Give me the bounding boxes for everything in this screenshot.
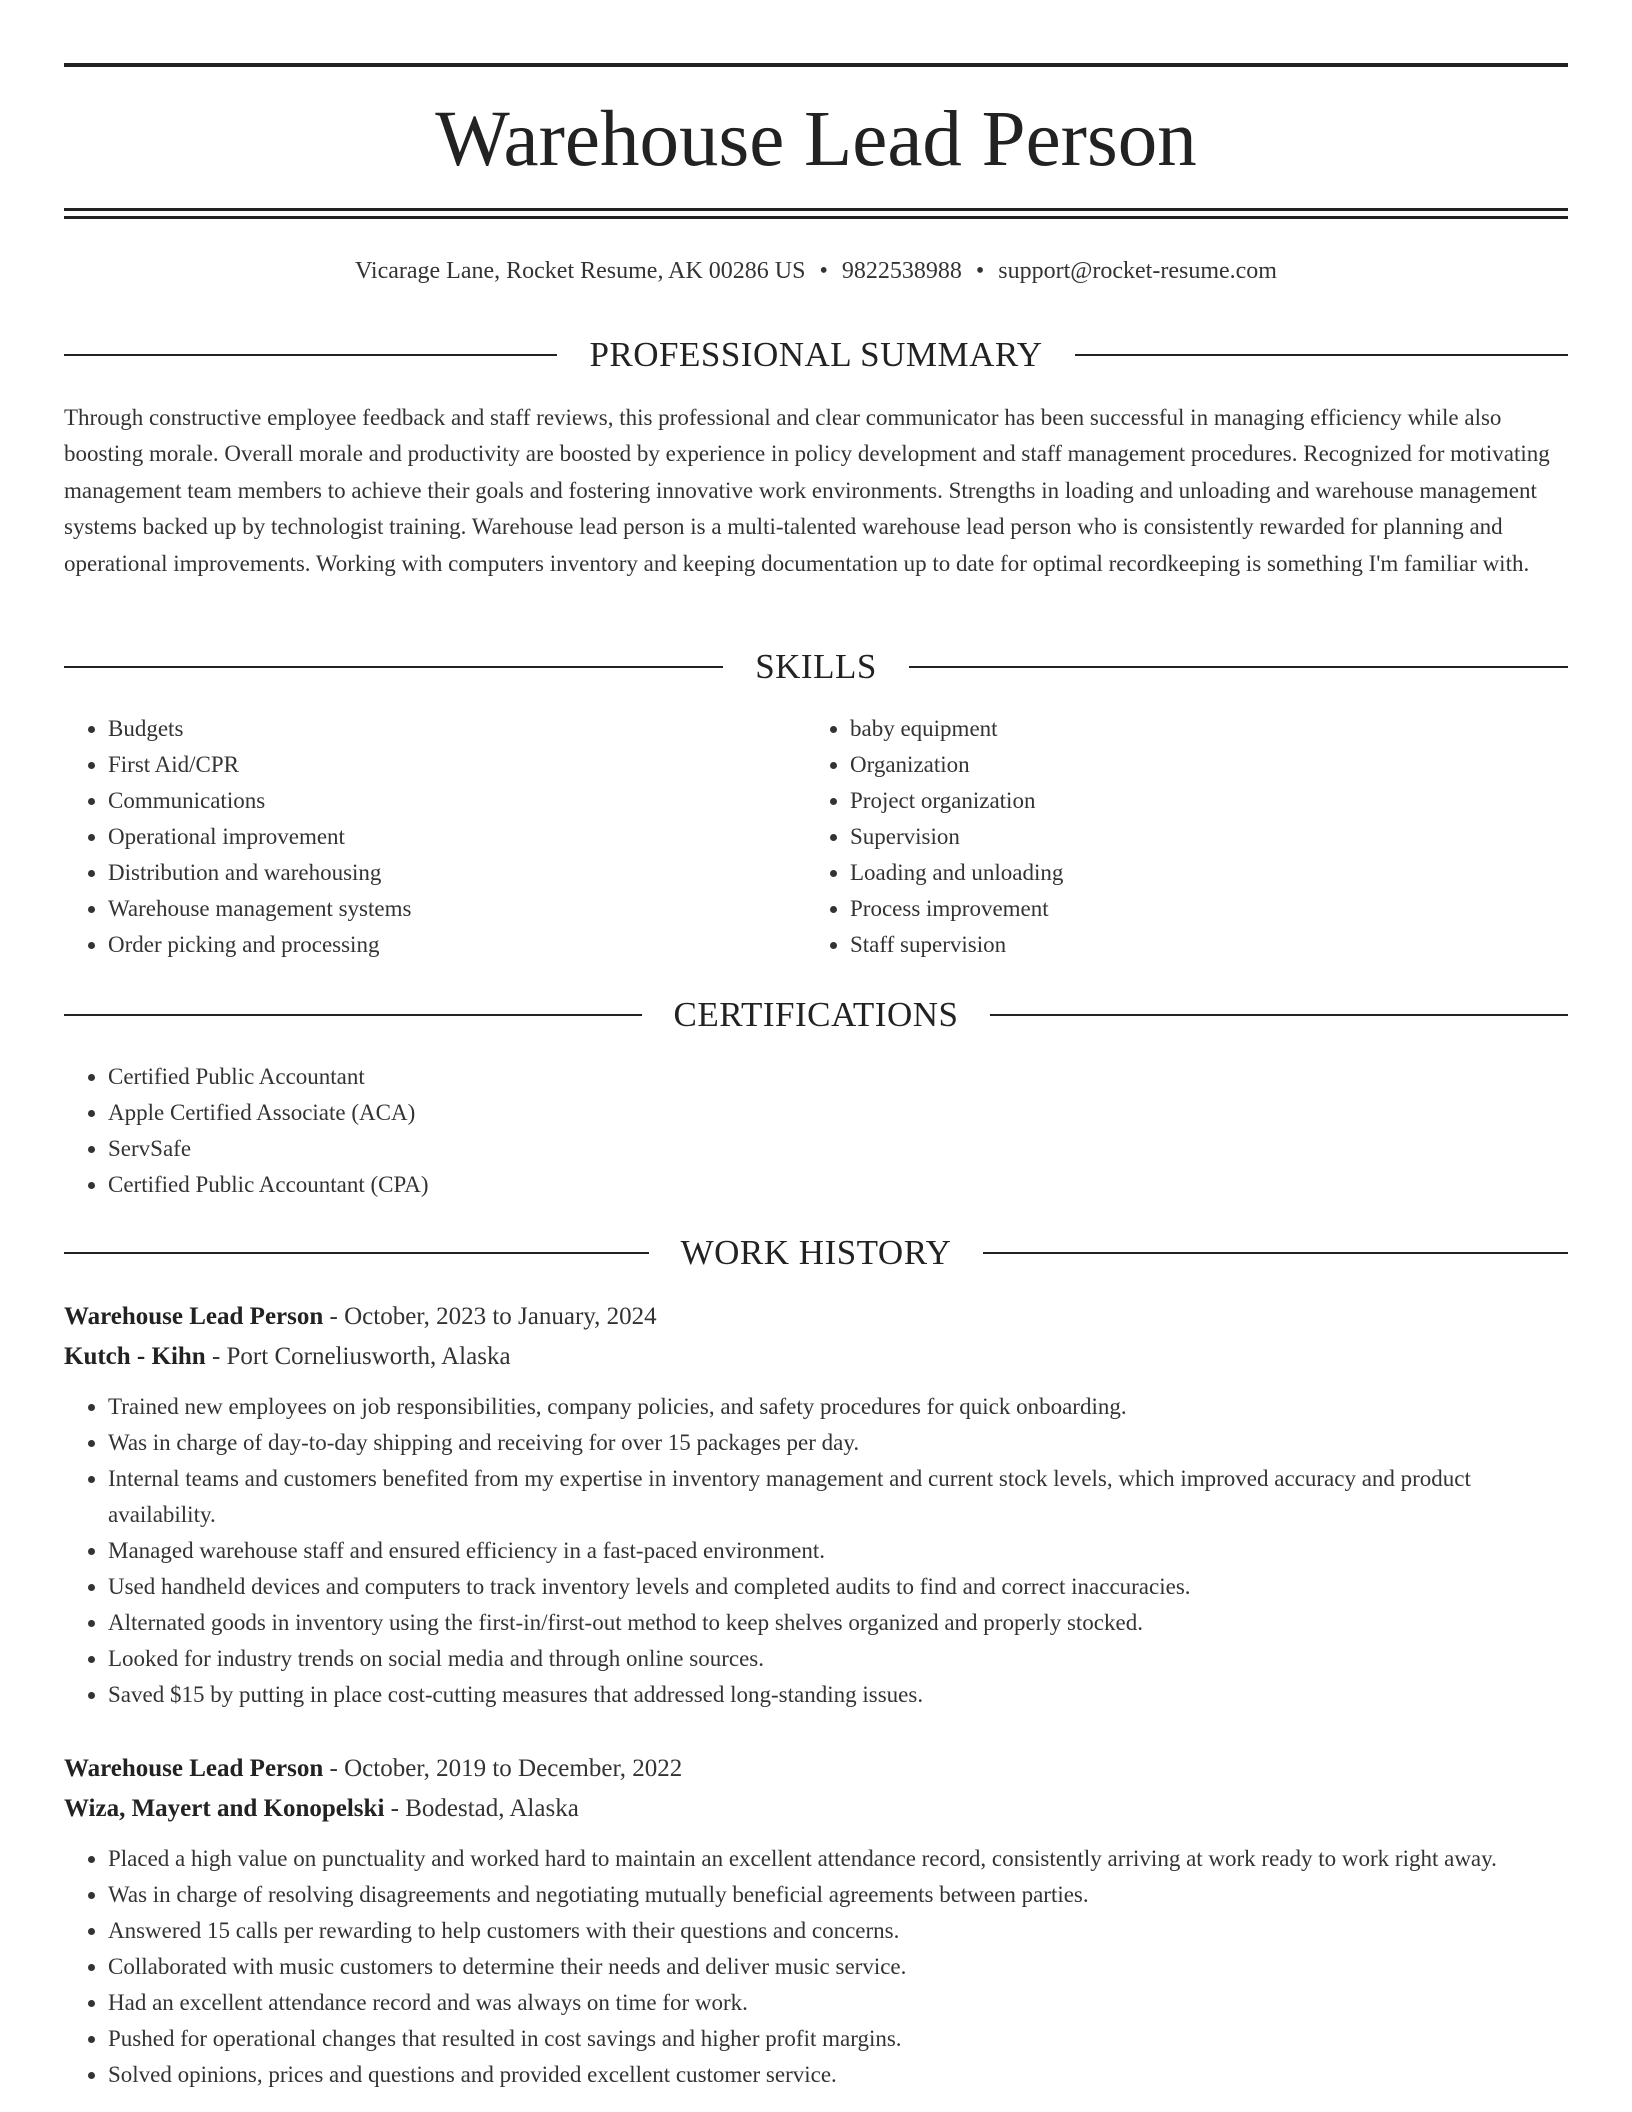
section-rule [909, 666, 1568, 668]
contact-address: Vicarage Lane, Rocket Resume, AK 00286 US [355, 258, 806, 284]
skill-item: • Organization [850, 747, 1546, 783]
job-bullet: • Internal teams and customers benefited from my expertise in inventory management and current stock levels, which improved accuracy and product availability. [108, 1461, 1568, 1533]
job-company: Kutch - Kihn [64, 1343, 206, 1370]
section-title: WORK HISTORY [680, 1233, 952, 1272]
name-rule-upper [64, 208, 1568, 211]
job-location: Bodestad, Alaska [405, 1795, 579, 1822]
contact-separator: • [975, 258, 985, 284]
job-title: Warehouse Lead Person [64, 1755, 324, 1782]
section-rule [64, 1014, 642, 1016]
name-rule-lower [64, 216, 1568, 219]
contact-phone: 9822538988 [841, 258, 962, 284]
top-rule [64, 63, 1568, 67]
certification-item: • Certified Public Accountant [108, 1059, 1568, 1095]
job-title: Warehouse Lead Person [64, 1303, 324, 1330]
job-bullet: • Had an excellent attendance record and was always on time for work. [108, 1985, 1568, 2021]
skills-list-left [64, 711, 804, 963]
job-title-line: Warehouse Lead Person - October, 2019 to December, 2022 [64, 1755, 683, 1782]
job-bullet: • Used handheld devices and computers to track inventory levels and completed audits to find and correct inaccuracies. [108, 1569, 1568, 1605]
job-title-line: Warehouse Lead Person - October, 2023 to January, 2024 [64, 1303, 657, 1330]
skills-list-right [806, 711, 1546, 963]
skill-item: • Warehouse management systems [108, 891, 804, 927]
job-bullet: • Managed warehouse staff and ensured efficiency in a fast-paced environment. [108, 1533, 1568, 1569]
skill-item: • Loading and unloading [850, 855, 1546, 891]
skill-item: • First Aid/CPR [108, 747, 804, 783]
skill-item: • Distribution and warehousing [108, 855, 804, 891]
certifications-list [64, 1059, 1568, 1203]
job-bullet: • Was in charge of day-to-day shipping and receiving for over 15 packages per day. [108, 1425, 1568, 1461]
resume-name: Warehouse Lead Person [435, 96, 1197, 183]
section-rule [1075, 354, 1568, 356]
job-bullet: • Saved $15 by putting in place cost-cutting measures that addressed long-standing issues. [108, 1677, 1568, 1713]
skill-item: • baby equipment [850, 711, 1546, 747]
skill-item: • Budgets [108, 711, 804, 747]
job-company: Wiza, Mayert and Konopelski [64, 1795, 385, 1822]
certification-item-list [64, 1059, 1568, 1203]
skill-item: • Process improvement [850, 891, 1546, 927]
section-title: SKILLS [755, 647, 877, 686]
skill-item: • Operational improvement [108, 819, 804, 855]
job-company-line: Wiza, Mayert and Konopelski - Bodestad, Alaska [64, 1795, 579, 1822]
section-rule [990, 1014, 1568, 1016]
section-title: CERTIFICATIONS [673, 995, 959, 1034]
section-title: PROFESSIONAL SUMMARY [589, 335, 1043, 374]
skill-item: • Project organization [850, 783, 1546, 819]
section-rule [983, 1252, 1568, 1254]
job-entry [64, 1297, 1568, 1713]
skill-item-list [64, 711, 804, 963]
job-bullet: • Trained new employees on job responsibilities, company policies, and safety procedures for quick onboarding. [108, 1389, 1568, 1425]
section-header-certifications [64, 993, 1568, 1037]
section-header-work-history [64, 1231, 1568, 1275]
contact-line [64, 254, 1568, 288]
job-bullet-list [64, 1841, 1568, 2093]
section-rule [64, 666, 723, 668]
job-bullet: • Collaborated with music customers to determine their needs and deliver music service. [108, 1949, 1568, 1985]
job-company-line: Kutch - Kihn - Port Corneliusworth, Alaska [64, 1343, 511, 1370]
skill-item: • Order picking and processing [108, 927, 804, 963]
job-dates: October, 2023 to January, 2024 [344, 1303, 657, 1330]
section-header-summary [64, 333, 1568, 377]
contact-email: support@rocket-resume.com [998, 258, 1277, 284]
job-bullet: • Pushed for operational changes that resulted in cost savings and higher profit margins. [108, 2021, 1568, 2057]
section-header-skills [64, 645, 1568, 689]
skill-item: • Supervision [850, 819, 1546, 855]
section-rule [64, 1252, 649, 1254]
contact-separator: • [819, 258, 828, 284]
job-bullet: • Solved opinions, prices and questions and provided excellent customer service. [108, 2057, 1568, 2093]
job-location: Port Corneliusworth, Alaska [226, 1343, 511, 1370]
certification-item: • Certified Public Accountant (CPA) [108, 1167, 1568, 1203]
job-bullet: • Alternated goods in inventory using the first-in/first-out method to keep shelves organized and properly stocked. [108, 1605, 1568, 1641]
skill-item-list [806, 711, 1546, 963]
job-bullet: • Answered 15 calls per rewarding to help customers with their questions and concerns. [108, 1913, 1568, 1949]
job-bullet: • Looked for industry trends on social media and through online sources. [108, 1641, 1568, 1677]
skill-item: • Communications [108, 783, 804, 819]
job-entry [64, 1749, 1568, 2093]
skill-item: • Staff supervision [850, 927, 1546, 963]
job-bullet: • Was in charge of resolving disagreements and negotiating mutually beneficial agreements between parties. [108, 1877, 1568, 1913]
job-bullet: • Placed a high value on punctuality and worked hard to maintain an excellent attendance record, consistently arriving at work ready to work right away. [108, 1841, 1568, 1877]
summary-text: Through constructive employee feedback and staff reviews, this professional and clear communicator has been successful in managing efficiency while also boosting morale. Overall morale and productivity are boosted by experience in policy development and staff management procedures. Recognized for motivating management team members to achieve their goals and fostering innovative work environments. Strengths in loading and unloading and warehouse management systems backed up by technologist training. Warehouse lead person is a multi-talented warehouse lead person who is consistently rewarded for planning and operational improvements. Working with computers inventory and keeping documentation up to date for optimal recordkeeping is something I'm familiar with. [64, 405, 1550, 576]
section-rule [64, 354, 557, 356]
certification-item: • Apple Certified Associate (ACA) [108, 1095, 1568, 1131]
job-dates: October, 2019 to December, 2022 [344, 1755, 683, 1782]
certification-item: • ServSafe [108, 1131, 1568, 1167]
job-bullet-list [64, 1389, 1568, 1713]
